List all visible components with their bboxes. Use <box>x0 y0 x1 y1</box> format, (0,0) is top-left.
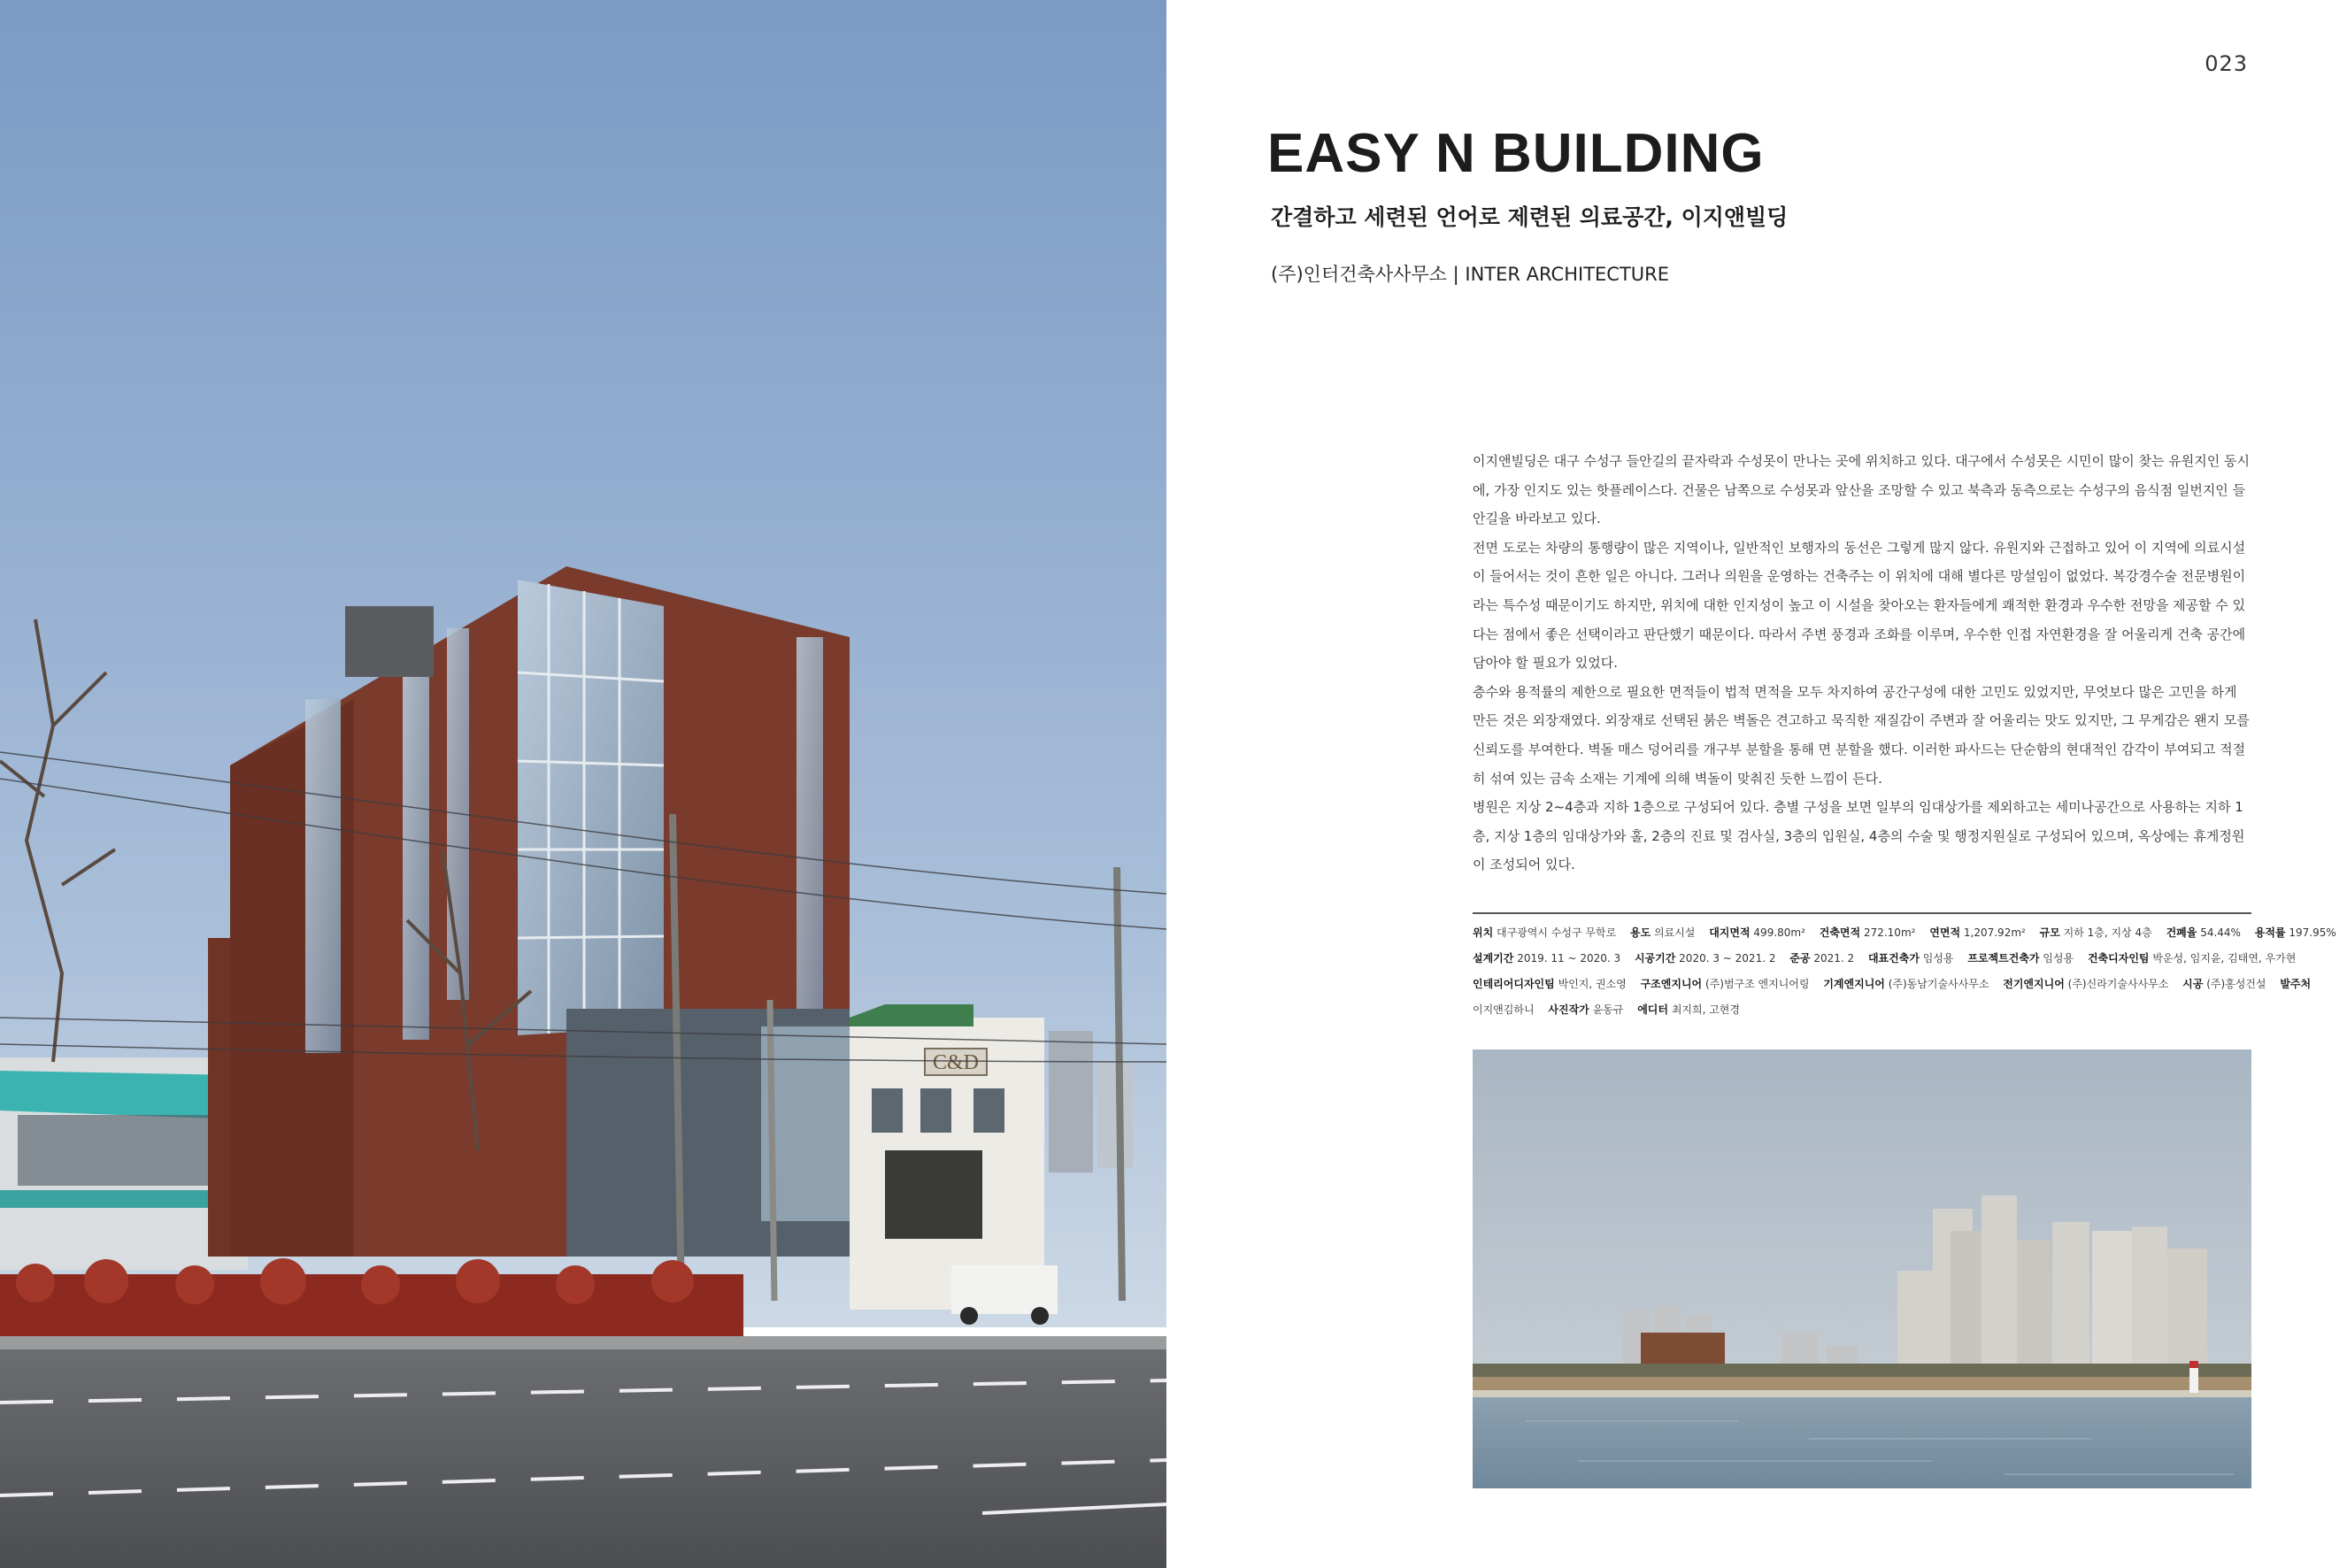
credit-key: 용적률 <box>2254 926 2286 939</box>
credit-value: 박운성, 임지윤, 김태연, 우가현 <box>2152 952 2297 965</box>
credits-divider <box>1473 912 2251 914</box>
credit-key: 전기엔지니어 <box>2003 978 2065 990</box>
credits-line <box>1473 972 2312 997</box>
credit-key: 시공 <box>2182 978 2204 990</box>
lake-skyline-photo <box>1473 1049 2251 1488</box>
article-title: EASY N BUILDING <box>1267 123 1765 184</box>
body-paragraph: 층수와 용적률의 제한으로 필요한 면적들이 법적 면적을 모두 차지하여 공간구성에 대한 고민도 있었지만, 무엇보다 많은 고민을 하게 만든 것은 외장재였다. 외장재로 선택된 붉은 벽돌은 견고하고 묵직한 재질감이 주변과 잘 어울리는 맛도 있지만, 그 무게감은 왠지 모를 신뢰도를 부여한다. 벽돌 매스 덩어리를 개구부 분할을 통해 면 분할을 했다. 이러한 파사드는 단순함의 현대적인 감각이 부여되고 적절히 섞여 있는 금속 소재는 기계에 의해 벽돌이 맞춰진 듯한 느낌이 든다. <box>1473 683 2250 787</box>
credit-key: 프로젝트건축가 <box>1967 952 2040 965</box>
credit-key: 규모 <box>2039 926 2060 939</box>
article-subtitle: 간결하고 세련된 언어로 제련된 의료공간, 이지앤빌딩 <box>1271 204 1789 230</box>
article-author: (주)인터건축사사무소 | INTER ARCHITECTURE <box>1271 264 1670 285</box>
credit-key: 건폐율 <box>2166 926 2197 939</box>
body-paragraph: 병원은 지상 2~4층과 지하 1층으로 구성되어 있다. 층별 구성을 보면 일부의 임대상가를 제외하고는 세미나공간으로 사용하는 지하 1층, 지상 1층의 임대상가와 홀, 2층의 진료 및 검사실, 3층의 입원실, 4층의 수술 및 행정지원실로 구성되어 있으며, 옥상에는 휴게정원이 조성되어 있다. <box>1473 799 2245 873</box>
credit-value: 지하 1층, 지상 4층 <box>2063 926 2152 939</box>
credit-key: 설계기간 <box>1473 952 1514 965</box>
credit-key: 인테리어디자인팀 <box>1473 978 1555 990</box>
credit-value: 2021. 2 <box>1813 952 1855 965</box>
credit-value: (주)신라기술사사무소 <box>2067 978 2169 990</box>
credit-value: (주)동남기술사사무소 <box>1888 978 1989 990</box>
credit-value: 197.95% <box>2289 926 2336 939</box>
credits-line <box>1473 997 2260 1023</box>
body-paragraph: 전면 도로는 차량의 통행량이 많은 지역이나, 일반적인 보행자의 동선은 그렇게 많지 않다. 유원지와 근접하고 있어 이 지역에 의료시설이 들어서는 것이 흔한 일은 아니다. 그러나 의원을 운영하는 건축주는 이 위치에 대해 별다른 망설임이 없었다. 복강경수술 전문병원이라는 특수성 때문이기도 하지만, 위치에 대한 인지성이 높고 이 시설을 찾아오는 환자들에게 쾌적한 환경과 우수한 전망을 제공할 수 있다는 점에서 좋은 선택이라고 판단했기 때문이다. 따라서 주변 풍경과 조화를 이루며, 우수한 인접 자연환경을 잘 어울리게 건축 공간에 담아야 할 필요가 있었다. <box>1473 539 2246 672</box>
credit-value: 272.10m² <box>1863 926 1916 939</box>
credit-value: 최지희, 고현경 <box>1671 1003 1740 1016</box>
credit-value: 2019. 11 ~ 2020. 3 <box>1517 952 1621 965</box>
credit-value: 임성용 <box>2043 952 2074 965</box>
credit-key: 사진작가 <box>1548 1003 1589 1016</box>
credits-line <box>1473 920 2336 946</box>
credit-key: 시공기간 <box>1634 952 1676 965</box>
credit-value: 대구광역시 수성구 무학로 <box>1497 926 1617 939</box>
credit-key: 대지면적 <box>1709 926 1751 939</box>
credit-key: 기계엔지니어 <box>1823 978 1885 990</box>
credit-key: 에디터 <box>1637 1003 1668 1016</box>
credit-value: 2020. 3 ~ 2021. 2 <box>1679 952 1776 965</box>
credit-value: 499.80m² <box>1753 926 1805 939</box>
credit-value: 박인지, 권소영 <box>1558 978 1627 990</box>
page-number: 023 <box>2205 51 2248 76</box>
credit-value: 이지앤김하니 <box>1473 1003 1535 1016</box>
credits-line <box>1473 946 2297 972</box>
credit-value: (주)범구조 엔지니어링 <box>1704 978 1810 990</box>
credit-value: 1,207.92m² <box>1963 926 2026 939</box>
credit-key: 위치 <box>1473 926 1494 939</box>
credit-key: 건축디자인팀 <box>2087 952 2150 965</box>
credit-value: (주)홍성건설 <box>2206 978 2266 990</box>
article-body <box>1473 447 2251 880</box>
credit-key: 용도 <box>1630 926 1651 939</box>
credit-key: 건축면적 <box>1819 926 1861 939</box>
credit-key: 발주처 <box>2280 978 2312 990</box>
svg-text:C&D: C&D <box>932 1051 980 1074</box>
credit-value: 윤동규 <box>1592 1003 1624 1016</box>
credit-key: 준공 <box>1789 952 1811 965</box>
credit-value: 의료시설 <box>1654 926 1696 939</box>
credit-value: 54.44% <box>2200 926 2241 939</box>
project-credits <box>1473 920 2336 1023</box>
credit-key: 연면적 <box>1929 926 1961 939</box>
credit-value: 임성용 <box>1922 952 1954 965</box>
credit-key: 대표건축가 <box>1867 952 1920 965</box>
body-paragraph: 이지앤빌딩은 대구 수성구 들안길의 끝자락과 수성못이 만나는 곳에 위치하고 있다. 대구에서 수성못은 시민이 많이 찾는 유원지인 동시에, 가장 인지도 있는 핫플레이스다. 건물은 남쪽으로 수성못과 앞산을 조망할 수 있고 북측과 동측으로는 수성구의 음식점 일번지인 들안길을 바라보고 있다. <box>1473 453 2251 527</box>
building-photo <box>0 0 1166 1568</box>
credit-key: 구조엔지니어 <box>1640 978 1703 990</box>
